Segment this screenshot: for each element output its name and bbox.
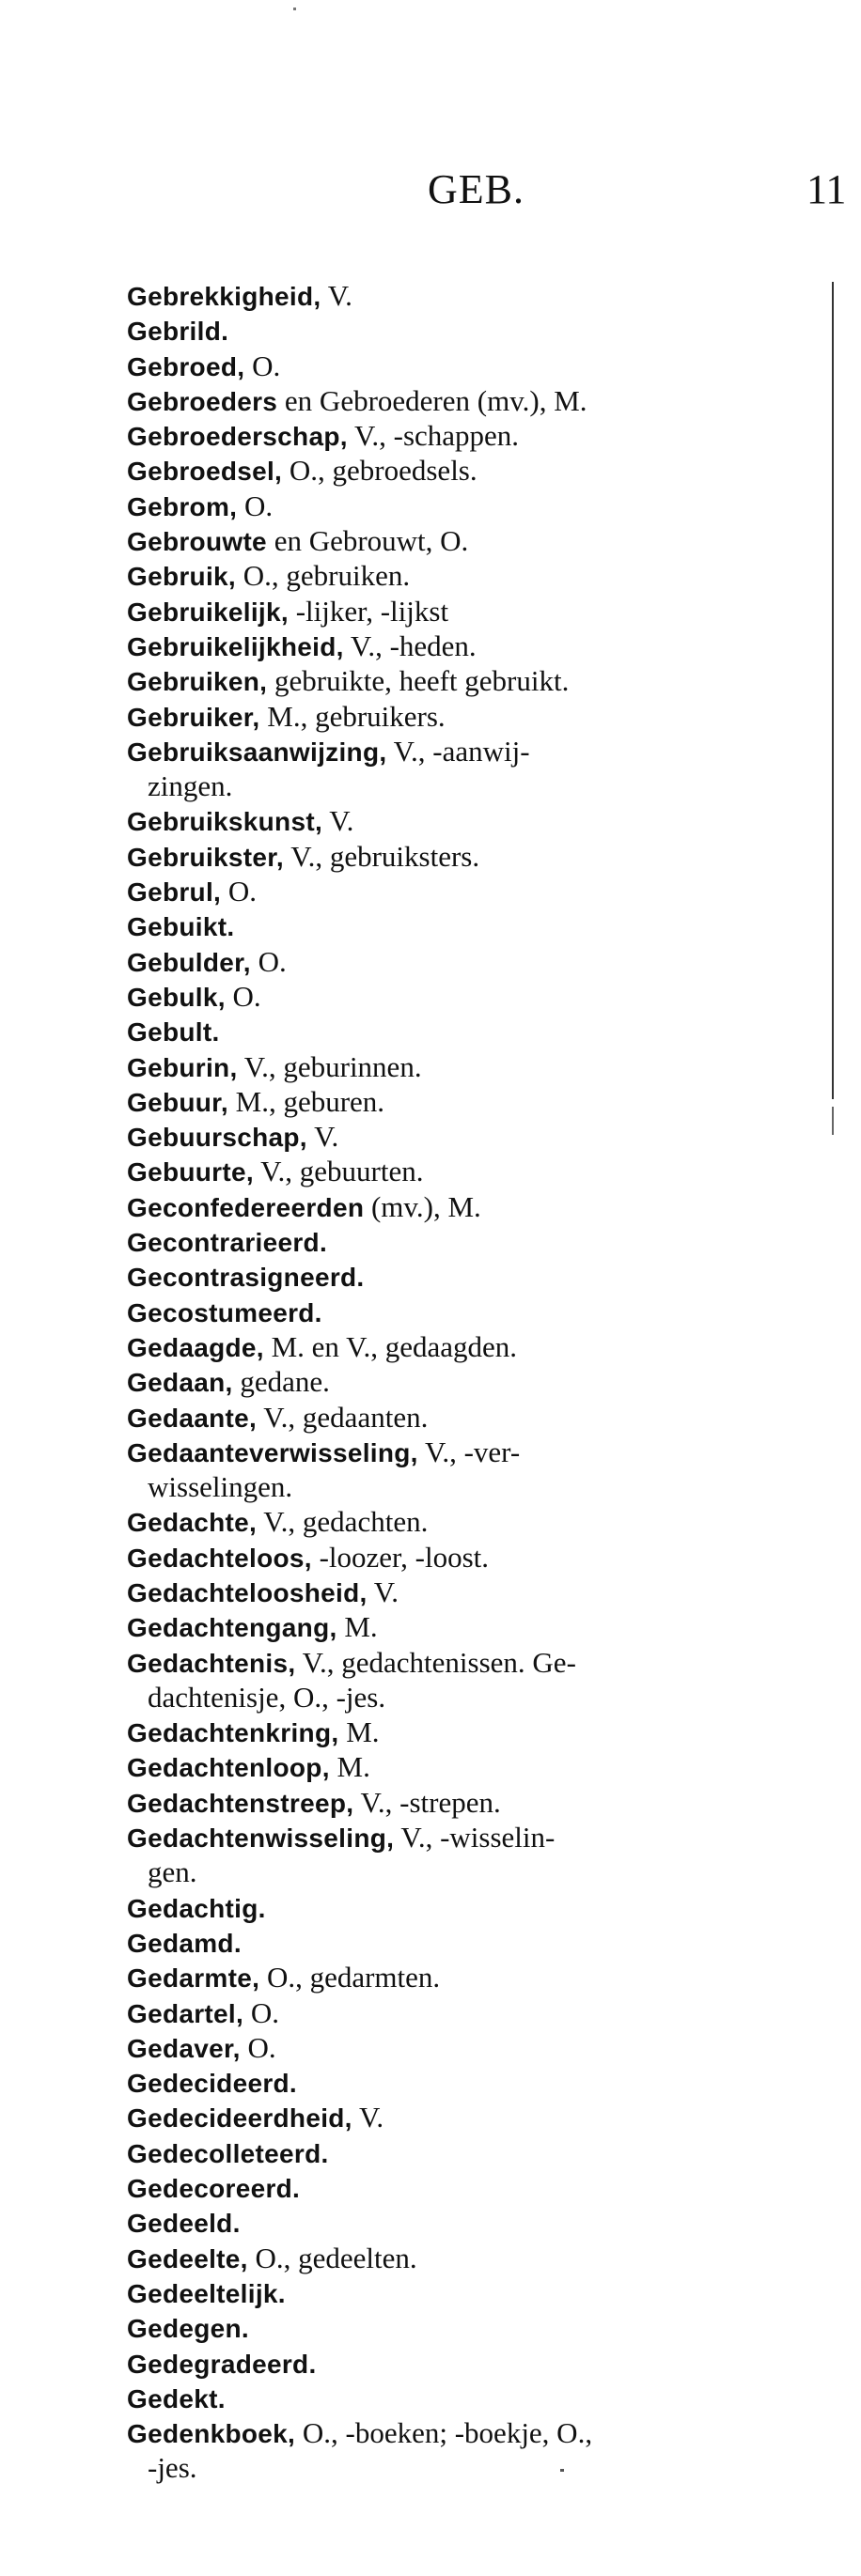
entry-grammar: V., -aanwij-: [386, 734, 530, 768]
dictionary-entry: [127, 1364, 822, 1399]
entry-grammar: V.: [352, 2101, 384, 2134]
dictionary-entry: [127, 1890, 822, 1925]
entry-grammar: V.: [321, 279, 352, 312]
entry-grammar: V., -strepen.: [353, 1785, 501, 1819]
entry-grammar: dachtenisje, O., -jes.: [148, 1680, 386, 1714]
entry-headword: Gedecolleteerd.: [127, 2138, 329, 2168]
entry-grammar: V., gedaanten.: [257, 1400, 429, 1434]
entry-headword: Gedecideerd.: [127, 2069, 298, 2099]
entry-grammar: O.: [243, 1995, 279, 2029]
entry-grammar: V., -heden.: [343, 628, 477, 662]
dictionary-entry: [127, 1609, 822, 1644]
dictionary-entry: [127, 2310, 822, 2345]
entry-headword: Gebuur,: [127, 1087, 228, 1117]
dictionary-entry: [127, 2241, 822, 2275]
entry-headword: Gedenkboek,: [127, 2419, 296, 2449]
entry-grammar: -jes.: [148, 2451, 197, 2485]
entry-headword: Gedachteloosheid,: [127, 1577, 368, 1607]
dictionary-entry: [127, 383, 822, 418]
entry-headword: Gebruikelijk,: [127, 597, 289, 627]
dictionary-entry: [127, 2030, 822, 2065]
dictionary-entry: [127, 349, 822, 383]
dictionary-entry: [127, 2415, 822, 2450]
entry-grammar: M. en V., gedaagden.: [263, 1329, 518, 1363]
dictionary-entry: [127, 1749, 822, 1784]
entry-headword: Gedegradeerd.: [127, 2349, 317, 2379]
entry-grammar: M., gebruikers.: [259, 699, 446, 733]
entry-grammar: -lijker, -lijkst: [288, 594, 449, 628]
dictionary-entry: [127, 1785, 822, 1820]
dictionary-entry: [127, 1259, 822, 1294]
entry-continuation: [127, 1469, 822, 1504]
dictionary-entry: [127, 1540, 822, 1575]
entry-headword: Gedaver,: [127, 2033, 241, 2063]
dictionary-entry: [127, 1960, 822, 1994]
dictionary-entry: [127, 908, 822, 943]
entry-grammar: -loozer, -loost.: [311, 1540, 489, 1574]
entry-headword: Gebrul,: [127, 877, 222, 908]
dictionary-entry: [127, 1295, 822, 1329]
entry-grammar: V.: [306, 1120, 339, 1154]
dictionary-entry: [127, 2065, 822, 2100]
entry-headword: Gebulder,: [127, 947, 251, 977]
entry-headword: Gedecideerdheid,: [127, 2103, 352, 2134]
dictionary-entry: [127, 803, 822, 838]
dictionary-entry: [127, 1820, 822, 1854]
entry-grammar: O.: [250, 944, 287, 978]
entry-headword: Gedeelte,: [127, 2243, 248, 2273]
entry-headword: Gebruiken,: [127, 667, 268, 697]
entry-grammar: M.: [338, 1715, 380, 1749]
entry-grammar: V., gebruiksters.: [284, 839, 480, 873]
entry-headword: Gedarmte,: [127, 1963, 260, 1994]
entry-headword: Gedeeld.: [127, 2209, 241, 2239]
entry-headword: Gebrouwte: [127, 527, 267, 557]
dictionary-entry: [127, 1189, 822, 1224]
entry-headword: Gedachtenkring,: [127, 1718, 339, 1748]
dictionary-entry: [127, 2275, 822, 2310]
entry-grammar: O.: [225, 979, 261, 1013]
entry-headword: Gebruiker,: [127, 702, 260, 732]
dictionary-entry: [127, 1119, 822, 1154]
entry-headword: Gecontrarieerd.: [127, 1228, 328, 1258]
entry-headword: Gebruiksaanwijzing,: [127, 737, 387, 767]
entry-grammar: V., gedachtenissen. Ge-: [295, 1645, 576, 1679]
entry-continuation: [127, 1854, 822, 1889]
dictionary-entry: [127, 2381, 822, 2415]
dictionary-entry: [127, 1329, 822, 1364]
entry-headword: Gebruik,: [127, 562, 236, 592]
entry-grammar: V.: [322, 804, 354, 838]
dictionary-entry: [127, 1224, 822, 1259]
dictionary-entry: [127, 558, 822, 593]
entry-headword: Gedaagde,: [127, 1332, 264, 1362]
entry-grammar: (mv.), M.: [364, 1189, 481, 1223]
scan-speck: [293, 8, 296, 10]
dictionary-entry: [127, 453, 822, 488]
entry-headword: Gedachte,: [127, 1508, 258, 1538]
dictionary-entry: [127, 2170, 822, 2205]
dictionary-entry: [127, 874, 822, 908]
entry-headword: Gedachtenwisseling,: [127, 1823, 395, 1854]
dictionary-entry: [127, 1400, 822, 1435]
dictionary-entry: [127, 1084, 822, 1119]
page-number: 11: [806, 166, 847, 212]
entry-headword: Gedachtenstreep,: [127, 1788, 354, 1818]
entry-headword: Gebuurte,: [127, 1157, 254, 1187]
dictionary-entry: [127, 1995, 822, 2030]
entry-headword: Gebulk,: [127, 982, 226, 1012]
entry-headword: Gedeeltelijk.: [127, 2278, 286, 2308]
dictionary-entry: [127, 2205, 822, 2240]
entry-headword: Gebrekkigheid,: [127, 282, 321, 311]
entry-grammar: M.: [329, 1750, 370, 1784]
entry-headword: Gebuikt.: [127, 912, 235, 942]
dictionary-entry: [127, 313, 822, 348]
entry-headword: Gebroederschap,: [127, 422, 348, 452]
entry-headword: Gedaan,: [127, 1368, 233, 1398]
dictionary-entry: [127, 2346, 822, 2381]
entry-grammar: V., -schappen.: [347, 419, 520, 453]
entry-grammar: wisselingen.: [148, 1470, 293, 1504]
dictionary-entry: [127, 2100, 822, 2134]
entry-grammar: gedane.: [232, 1365, 330, 1399]
column-rule-fragment: [832, 1107, 834, 1135]
dictionary-entry: [127, 523, 822, 558]
dictionary-entry: [127, 1504, 822, 1539]
entry-grammar: zingen.: [148, 769, 233, 803]
entry-headword: Gebruikskunst,: [127, 807, 323, 837]
page-header-title: GEB.: [428, 166, 524, 212]
entry-headword: Gebruikster,: [127, 842, 285, 872]
entry-continuation: [127, 2450, 822, 2485]
dictionary-entry: [127, 2135, 822, 2170]
entry-grammar: O.: [237, 489, 274, 522]
entry-grammar: gebruikte, heeft gebruikt.: [267, 664, 570, 698]
dictionary-entry: [127, 663, 822, 698]
entry-headword: Gecostumeerd.: [127, 1297, 322, 1327]
entry-headword: Gedachtenloop,: [127, 1753, 330, 1783]
entry-headword: Gedaanteverwisseling,: [127, 1437, 418, 1467]
scan-speck-bottom: [560, 2469, 564, 2472]
entry-continuation: [127, 1680, 822, 1715]
dictionary-entry: [127, 699, 822, 734]
entry-headword: Gebroeders: [127, 386, 278, 416]
dictionary-entry: [127, 1049, 822, 1084]
dictionary-entry: [127, 1645, 822, 1680]
entry-grammar: V., -ver-: [417, 1435, 521, 1468]
dictionary-entries: [127, 278, 822, 2486]
entry-headword: Gebrom,: [127, 491, 238, 521]
entry-headword: Gedachtig.: [127, 1893, 266, 1923]
entry-grammar: O., gebruiken.: [236, 559, 411, 593]
entry-headword: Gedegen.: [127, 2314, 249, 2344]
dictionary-entry: [127, 628, 822, 663]
dictionary-entry: [127, 734, 822, 768]
entry-grammar: O.: [244, 349, 281, 382]
entry-grammar: gen.: [148, 1855, 197, 1889]
entry-grammar: O., -boeken; -boekje, O.,: [295, 2416, 593, 2450]
dictionary-entry: [127, 839, 822, 874]
entry-headword: Gebroedsel,: [127, 457, 283, 487]
entry-headword: Geburin,: [127, 1052, 238, 1082]
entry-grammar: O., gebroedsels.: [282, 454, 477, 488]
dictionary-entry: [127, 489, 822, 523]
entry-grammar: V.: [367, 1575, 399, 1608]
entry-grammar: V., gebuurten.: [253, 1155, 424, 1188]
entry-headword: Gecontrasigneerd.: [127, 1263, 365, 1293]
dictionary-entry: [127, 944, 822, 979]
entry-headword: Geconfedereerden: [127, 1192, 365, 1222]
entry-continuation: [127, 768, 822, 803]
entry-grammar: M.: [337, 1610, 378, 1644]
entry-headword: Gedaante,: [127, 1403, 258, 1433]
dictionary-entry: [127, 1154, 822, 1188]
dictionary-entry: [127, 1715, 822, 1749]
entry-grammar: V., -wisselin-: [394, 1821, 556, 1854]
entry-grammar: O.: [240, 2030, 276, 2064]
entry-grammar: O.: [221, 875, 258, 908]
dictionary-entry: [127, 1575, 822, 1609]
entry-grammar: en Gebroederen (mv.), M.: [277, 383, 587, 417]
dictionary-entry: [127, 418, 822, 453]
entry-headword: Gebrild.: [127, 317, 229, 347]
entry-headword: Gedachtengang,: [127, 1613, 337, 1643]
entry-grammar: M., geburen.: [227, 1084, 385, 1118]
entry-headword: Gedachtenis,: [127, 1648, 296, 1678]
entry-headword: Gedecoreerd.: [127, 2174, 301, 2204]
entry-headword: Gedachteloos,: [127, 1543, 312, 1573]
dictionary-entry: [127, 1435, 822, 1469]
dictionary-entry: [127, 278, 822, 313]
entry-headword: Gebuurschap,: [127, 1123, 307, 1153]
entry-headword: Gedekt.: [127, 2383, 226, 2413]
dictionary-entry: [127, 1014, 822, 1048]
column-rule: [832, 282, 834, 1099]
entry-headword: Gedartel,: [127, 1998, 244, 2028]
entry-grammar: en Gebrouwt, O.: [266, 524, 469, 558]
entry-headword: Gedamd.: [127, 1928, 242, 1958]
entry-headword: Gebult.: [127, 1017, 220, 1047]
dictionary-entry: [127, 979, 822, 1014]
entry-headword: Gebroed,: [127, 351, 245, 381]
entry-grammar: O., gedarmten.: [259, 1961, 441, 1994]
entry-grammar: V., gedachten.: [257, 1505, 429, 1539]
entry-grammar: V., geburinnen.: [237, 1049, 422, 1083]
dictionary-entry: [127, 1925, 822, 1960]
dictionary-entry: [127, 594, 822, 628]
entry-grammar: O., gedeelten.: [247, 2241, 417, 2274]
entry-headword: Gebruikelijkheid,: [127, 631, 344, 661]
